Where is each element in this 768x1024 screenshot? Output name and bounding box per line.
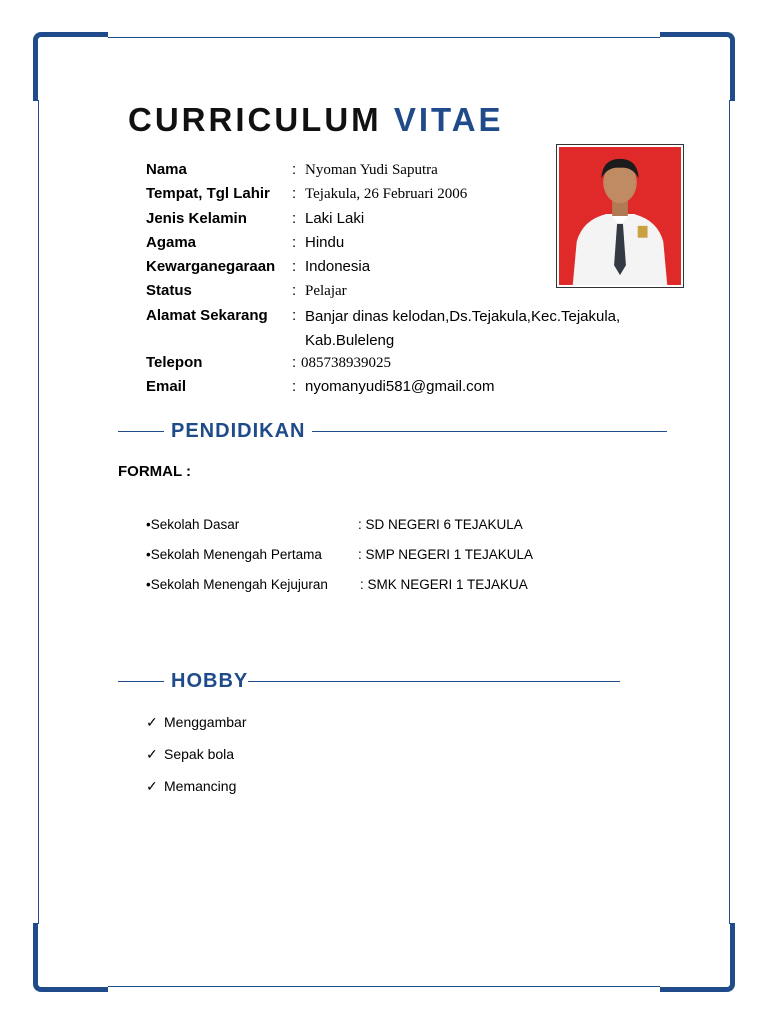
frame-right-line [729,100,730,924]
info-colon: : [292,161,297,178]
info-label: Telepon [146,353,203,371]
info-row-agama [146,232,626,256]
info-row-alamat [146,305,626,352]
hobby-item [146,746,234,763]
info-row-tempat-tgl-lahir [146,183,626,207]
section-heading-hobby [118,670,620,693]
title-main: CURRICULUM [128,101,382,138]
info-value: Nyoman Yudi Saputra [305,162,438,178]
frame-top-line [108,37,660,38]
section-heading-pendidikan [118,420,667,443]
section-title: HOBBY [171,670,249,692]
info-row-kewarganegaraan [146,256,626,280]
info-colon: : [292,378,297,396]
heading-rule-left [118,681,164,682]
education-school: : SMP NEGERI 1 TEJAKULA [358,547,534,562]
frame-corner-bottom-right [660,923,735,992]
heading-rule-right [248,681,620,682]
info-value: Pelajar [305,283,347,300]
section-title: PENDIDIKAN [171,420,306,442]
frame-bottom-line [108,986,660,987]
hobby-label: Sepak bola [164,746,235,762]
info-row-jenis-kelamin [146,208,626,232]
frame-corner-top-left [33,32,108,101]
info-colon: : [292,282,297,300]
info-label: Tempat, Tgl Lahir [146,185,270,203]
info-value: Indonesia [305,258,371,276]
info-row-status [146,280,626,304]
heading-rule-left [118,431,164,432]
frame-corner-bottom-left [33,923,108,992]
education-school: : SMK NEGERI 1 TEJAKUA [360,577,528,592]
info-value: Hindu [305,233,345,251]
frame-left-line [38,100,39,924]
hobby-label: Memancing [164,778,237,794]
info-colon: : [292,353,297,371]
education-subheading: FORMAL : [118,463,192,480]
personal-info [146,159,626,400]
checkmark-icon: ✓ [146,778,158,794]
education-level: •Sekolah Dasar [146,517,240,532]
info-label: Alamat Sekarang [146,306,268,324]
info-value: Laki Laki [305,209,365,227]
page-title [128,101,504,139]
education-level: •Sekolah Menengah Kejujuran [146,577,328,592]
checkmark-icon: ✓ [146,746,158,762]
info-row-telepon [146,352,626,376]
info-label: Agama [146,233,197,251]
info-value: Banjar dinas kelodan,Ds.Tejakula,Kec.Tejakula, Kab.Buleleng [305,307,621,349]
info-label: Status [146,282,192,300]
education-school: : SD NEGERI 6 TEJAKULA [358,517,523,532]
info-label: Jenis Kelamin [146,209,247,227]
info-colon: : [292,233,297,251]
info-colon: : [292,185,297,203]
info-label: Nama [146,161,187,178]
info-value: nyomanyudi581@gmail.com [305,378,495,396]
info-colon: : [292,306,297,324]
hobby-item [146,714,247,731]
info-colon: : [292,209,297,227]
info-label: Email [146,378,187,396]
title-accent: VITAE [393,101,504,138]
heading-rule-right [312,431,667,432]
education-level: •Sekolah Menengah Pertama [146,547,322,562]
info-value: Tejakula, 26 Februari 2006 [305,186,468,203]
info-colon: : [292,258,297,276]
info-row-email [146,376,626,400]
info-label: Kewarganegaraan [146,258,276,276]
checkmark-icon: ✓ [146,714,158,730]
hobby-label: Menggambar [164,714,247,730]
frame-corner-top-right [660,32,735,101]
info-row-nama [146,159,626,183]
info-value: 085738939025 [301,354,391,371]
hobby-item [146,778,236,795]
